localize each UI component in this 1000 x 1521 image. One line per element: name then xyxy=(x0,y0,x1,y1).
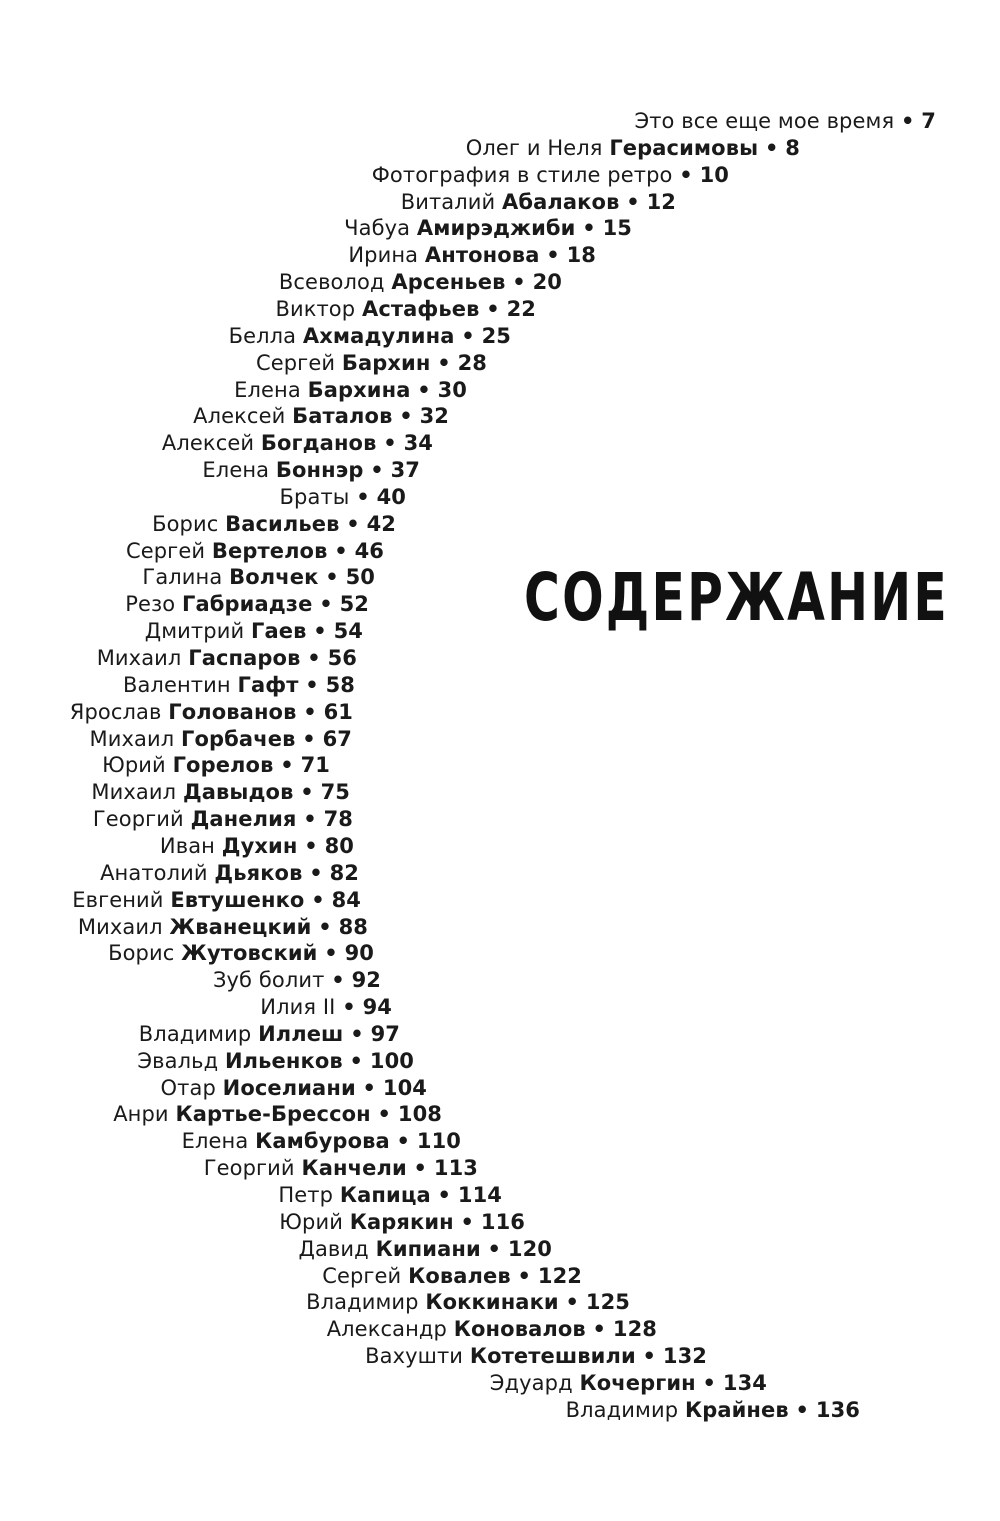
toc-entry[interactable] xyxy=(322,1263,582,1290)
toc-entry-first-name: Юрий xyxy=(102,753,166,778)
toc-entry[interactable] xyxy=(125,591,369,618)
toc-entry[interactable] xyxy=(113,1101,442,1128)
toc-entry-surname: Горбачев xyxy=(181,726,296,751)
toc-entry-surname: Абалаков xyxy=(502,189,620,214)
toc-entry-page-number: 46 xyxy=(354,538,384,563)
toc-entry[interactable] xyxy=(72,887,361,914)
toc-entry-first-name: Юрий xyxy=(279,1209,343,1234)
toc-entry[interactable] xyxy=(193,403,449,430)
toc-entry-surname: Волчек xyxy=(229,565,319,590)
bullet-separator: • xyxy=(795,1397,810,1422)
bullet-separator: • xyxy=(324,941,338,966)
toc-entry-page-number: 71 xyxy=(300,753,330,778)
toc-entry-first-name: Елена xyxy=(181,1129,249,1154)
toc-entry[interactable] xyxy=(234,377,467,404)
toc-entry-page-number: 7 xyxy=(921,109,936,133)
toc-entry-page-number: 34 xyxy=(403,431,433,456)
toc-entry-page-number: 88 xyxy=(338,914,368,939)
bullet-separator: • xyxy=(383,431,397,456)
toc-entry-page-number: 108 xyxy=(397,1102,442,1127)
bullet-separator: • xyxy=(565,1290,580,1315)
toc-entry-page-number: 136 xyxy=(815,1397,860,1422)
bullet-separator: • xyxy=(362,1075,377,1100)
toc-entry-surname: Капица xyxy=(339,1183,431,1207)
toc-entry-first-name: Борис xyxy=(108,941,175,966)
toc-entry-surname: Коккинаки xyxy=(425,1290,559,1315)
toc-entry-surname: Горелов xyxy=(172,753,274,778)
toc-entry-surname: Коновалов xyxy=(453,1317,586,1342)
toc-entry[interactable] xyxy=(162,430,433,457)
bullet-separator: • xyxy=(377,1102,392,1127)
bullet-separator: • xyxy=(396,1129,411,1154)
toc-entry[interactable] xyxy=(182,1128,461,1155)
toc-entry-surname: Гаев xyxy=(250,619,307,644)
toc-entry[interactable] xyxy=(160,833,354,860)
bullet-separator: • xyxy=(512,270,526,295)
toc-entry[interactable] xyxy=(279,269,562,296)
bullet-separator: • xyxy=(592,1317,607,1342)
toc-entry-surname: Карякин xyxy=(349,1209,454,1234)
bullet-separator: • xyxy=(319,592,333,617)
toc-entry-page-number: 113 xyxy=(433,1156,478,1181)
bullet-separator: • xyxy=(325,565,339,590)
toc-entry-first-name: Елена xyxy=(202,458,270,483)
toc-entry-surname: Герасимовы xyxy=(609,135,759,160)
toc-entry-surname: Крайнев xyxy=(684,1397,789,1422)
toc-entry-first-name: Отар xyxy=(160,1075,216,1100)
bullet-separator: • xyxy=(356,484,370,509)
toc-entry-surname: Гаспаров xyxy=(188,646,301,670)
toc-entry-surname: Котетешвили xyxy=(469,1344,636,1369)
bullet-separator: • xyxy=(302,726,316,751)
toc-entry-page-number: 125 xyxy=(585,1290,630,1315)
toc-entry[interactable] xyxy=(213,967,381,994)
bullet-separator: • xyxy=(900,109,915,133)
toc-entry-first-name: Сергей xyxy=(255,350,336,375)
toc-entry[interactable] xyxy=(372,162,729,189)
bullet-separator: • xyxy=(764,135,779,160)
bullet-separator: • xyxy=(370,458,384,483)
toc-entry-surname: Васильев xyxy=(225,511,340,536)
toc-entry-page-number: 116 xyxy=(480,1209,525,1234)
toc-entry-first-name: Сергей xyxy=(125,538,206,563)
bullet-separator: • xyxy=(334,538,348,563)
toc-entry-page-number: 82 xyxy=(329,860,359,885)
bullet-separator: • xyxy=(304,833,318,858)
bullet-separator: • xyxy=(399,404,413,429)
toc-entry-surname: Ковалев xyxy=(408,1263,511,1288)
toc-entry-page-number: 128 xyxy=(612,1317,657,1342)
toc-entry[interactable] xyxy=(327,1316,657,1343)
toc-entry[interactable] xyxy=(152,511,396,538)
toc-entry[interactable] xyxy=(126,538,384,565)
toc-entry[interactable] xyxy=(344,215,632,242)
toc-entry[interactable] xyxy=(139,1021,400,1048)
toc-entry[interactable] xyxy=(279,1209,525,1236)
toc-entry[interactable] xyxy=(102,752,330,779)
toc-entry[interactable] xyxy=(278,1182,502,1209)
bullet-separator: • xyxy=(305,672,319,697)
toc-entry-first-name: Фотография в стиле ретро xyxy=(371,162,673,187)
toc-entry[interactable] xyxy=(298,1236,552,1263)
toc-entry-surname: Кочергин xyxy=(579,1370,696,1395)
toc-entry-page-number: 132 xyxy=(662,1344,707,1369)
bullet-separator: • xyxy=(350,1021,364,1046)
toc-entry[interactable] xyxy=(142,564,375,591)
toc-entry[interactable] xyxy=(90,726,352,753)
toc-entry[interactable] xyxy=(100,860,359,887)
toc-entry-page-number: 80 xyxy=(324,833,354,858)
toc-entry-page-number: 61 xyxy=(323,699,353,724)
bullet-separator: • xyxy=(280,753,294,778)
toc-entry-first-name: Анри xyxy=(113,1102,169,1127)
toc-entry-surname: Иллеш xyxy=(258,1021,344,1046)
toc-entry-page-number: 10 xyxy=(699,162,729,187)
toc-entry[interactable] xyxy=(204,1155,478,1182)
toc-entry-surname: Жванецкий xyxy=(169,914,312,939)
bullet-separator: • xyxy=(417,377,431,402)
toc-entry-first-name: Эвальд xyxy=(137,1048,219,1073)
toc-entry-page-number: 18 xyxy=(566,243,596,268)
toc-entry[interactable] xyxy=(78,914,368,941)
toc-entry-first-name: Ярослав xyxy=(69,699,162,724)
toc-entry-first-name: Виталий xyxy=(400,189,496,214)
bullet-separator: • xyxy=(342,995,356,1020)
toc-entry-surname: Давыдов xyxy=(182,780,294,805)
bullet-separator: • xyxy=(303,699,317,724)
toc-entry-surname: Боннэр xyxy=(275,458,364,483)
bullet-separator: • xyxy=(309,860,323,885)
toc-entry[interactable] xyxy=(70,699,353,726)
toc-entry-surname: Камбурова xyxy=(255,1129,390,1154)
toc-entry-surname: Данелия xyxy=(190,807,297,832)
toc-entry-first-name: Александр xyxy=(326,1317,447,1342)
toc-entry-first-name: Резо xyxy=(125,592,176,617)
toc-entry-page-number: 122 xyxy=(537,1263,582,1288)
toc-entry-page-number: 52 xyxy=(339,592,369,617)
bullet-separator: • xyxy=(437,350,451,375)
toc-entry-page-number: 15 xyxy=(602,216,632,241)
toc-entry-surname: Вертелов xyxy=(211,538,328,563)
toc-entry-page-number: 42 xyxy=(366,511,396,536)
toc-entry-surname: Бархин xyxy=(341,350,431,375)
bullet-separator: • xyxy=(311,887,325,912)
toc-entry-surname: Гафт xyxy=(237,672,299,697)
toc-entry[interactable] xyxy=(93,806,353,833)
toc-entry-first-name: Михаил xyxy=(89,726,175,751)
toc-entry-first-name: Белла xyxy=(228,323,297,348)
toc-entry-page-number: 54 xyxy=(333,619,363,644)
toc-entry[interactable] xyxy=(365,1343,707,1370)
toc-entry-surname: Антонова xyxy=(424,243,540,268)
toc-entry[interactable] xyxy=(123,672,355,699)
bullet-separator: • xyxy=(642,1344,657,1369)
toc-entry-page-number: 100 xyxy=(369,1048,414,1073)
toc-entry-surname: Картье-Брессон xyxy=(175,1102,371,1127)
toc-entry-page-number: 114 xyxy=(457,1183,502,1207)
bullet-separator: • xyxy=(307,646,321,670)
toc-entry-surname: Иоселиани xyxy=(222,1075,356,1100)
toc-entry-page-number: 8 xyxy=(785,135,800,160)
toc-entry-surname: Канчели xyxy=(301,1156,407,1181)
bullet-separator: • xyxy=(582,216,596,241)
toc-entry-surname: Амирэджиби xyxy=(416,216,576,241)
toc-entry-surname: Жутовский xyxy=(181,941,318,966)
toc-entry-page-number: 56 xyxy=(327,646,357,670)
toc-entry-first-name: Иван xyxy=(159,833,216,858)
toc-entry-first-name: Дмитрий xyxy=(144,619,245,644)
bullet-separator: • xyxy=(626,189,640,214)
toc-entry-first-name: Ирина xyxy=(348,243,419,268)
toc-entry-page-number: 75 xyxy=(320,780,350,805)
toc-entry-first-name: Алексей xyxy=(161,431,255,456)
toc-entry-first-name: Зуб болит xyxy=(212,968,325,993)
toc-entry[interactable] xyxy=(634,108,936,135)
toc-entry-first-name: Борис xyxy=(152,511,219,536)
toc-entry-first-name: Михаил xyxy=(96,646,182,670)
toc-entry-page-number: 90 xyxy=(344,941,374,966)
toc-entry[interactable] xyxy=(490,1370,767,1397)
toc-entry-first-name: Владимир xyxy=(565,1397,679,1422)
toc-entry-surname: Духин xyxy=(221,833,298,858)
toc-entry[interactable] xyxy=(202,457,420,484)
toc-entry-page-number: 78 xyxy=(323,807,353,832)
bullet-separator: • xyxy=(346,511,360,536)
toc-entry-first-name: Анатолий xyxy=(100,860,208,885)
bullet-separator: • xyxy=(486,296,500,321)
toc-entry-first-name: Эдуард xyxy=(489,1370,573,1395)
toc-entry-page-number: 25 xyxy=(481,323,511,348)
toc-entry-surname: Дьяков xyxy=(214,860,303,885)
toc-entry-surname: Кипиани xyxy=(375,1236,481,1261)
toc-entry-surname: Голованов xyxy=(168,699,297,724)
toc-entry-surname: Ахмадулина xyxy=(302,323,455,348)
toc-entry-first-name: Евгений xyxy=(72,887,164,912)
toc-entry-surname: Евтушенко xyxy=(170,887,305,912)
toc-entry-first-name: Виктор xyxy=(275,296,356,321)
toc-entry-first-name: Михаил xyxy=(77,914,163,939)
toc-entry-page-number: 134 xyxy=(722,1370,767,1395)
toc-entry-first-name: Сергей xyxy=(322,1263,402,1288)
toc-entry-first-name: Браты xyxy=(279,484,350,509)
bullet-separator: • xyxy=(702,1370,717,1395)
toc-entry-page-number: 40 xyxy=(376,484,406,509)
bullet-separator: • xyxy=(318,914,332,939)
toc-entry-first-name: Илия II xyxy=(260,995,336,1020)
toc-entry-page-number: 58 xyxy=(325,672,355,697)
toc-entry-page-number: 32 xyxy=(419,404,449,429)
toc-entry[interactable] xyxy=(161,1075,427,1102)
toc-entry-page-number: 12 xyxy=(646,189,676,214)
bullet-separator: • xyxy=(546,243,560,268)
bullet-separator: • xyxy=(349,1048,364,1073)
bullet-separator: • xyxy=(300,780,314,805)
toc-entry-first-name: Владимир xyxy=(138,1021,252,1046)
toc-entry-surname: Бархина xyxy=(307,377,411,402)
toc-entry-first-name: Георгий xyxy=(203,1156,295,1181)
toc-entry-page-number: 22 xyxy=(506,296,536,321)
toc-entry-page-number: 20 xyxy=(532,270,562,295)
bullet-separator: • xyxy=(303,807,317,832)
bullet-separator: • xyxy=(331,968,345,993)
toc-entry-surname: Ильенков xyxy=(225,1048,343,1073)
toc-entry[interactable] xyxy=(229,323,511,350)
toc-entry-first-name: Всеволод xyxy=(278,270,385,295)
bullet-separator: • xyxy=(517,1263,532,1288)
toc-entry-first-name: Владимир xyxy=(306,1290,419,1315)
toc-entry[interactable] xyxy=(145,618,363,645)
toc-entry[interactable] xyxy=(97,645,357,672)
toc-entry-page-number: 67 xyxy=(322,726,352,751)
toc-entry-first-name: Валентин xyxy=(122,672,231,697)
bullet-separator: • xyxy=(313,619,327,644)
toc-entry[interactable] xyxy=(401,189,676,216)
toc-entry-first-name: Чабуа xyxy=(344,216,411,241)
toc-entry-page-number: 94 xyxy=(362,995,392,1020)
toc-entry-surname: Богданов xyxy=(260,431,377,456)
toc-entry-page-number: 97 xyxy=(370,1021,400,1046)
page-title: СОДЕРЖАНИЕ xyxy=(524,559,949,636)
toc-entry[interactable] xyxy=(275,296,536,323)
toc-entry[interactable] xyxy=(306,1289,630,1316)
toc-entry-surname: Астафьев xyxy=(361,296,480,321)
toc-entry[interactable] xyxy=(256,350,487,377)
bullet-separator: • xyxy=(460,1209,475,1234)
toc-entry-page-number: 104 xyxy=(382,1075,427,1100)
toc-entry-page-number: 110 xyxy=(416,1129,461,1154)
toc-entry-first-name: Давид xyxy=(298,1236,369,1261)
toc-entry-first-name: Алексей xyxy=(193,404,286,429)
toc-entry[interactable] xyxy=(348,242,596,269)
bullet-separator: • xyxy=(461,323,475,348)
bullet-separator: • xyxy=(679,162,693,187)
toc-entry-surname: Арсеньев xyxy=(391,270,506,295)
bullet-separator: • xyxy=(413,1156,428,1181)
toc-entry-page-number: 30 xyxy=(437,377,467,402)
toc-entry-page-number: 120 xyxy=(507,1236,552,1261)
toc-entry-first-name: Петр xyxy=(278,1183,334,1207)
toc-entry-first-name: Это все еще мое время xyxy=(634,109,895,133)
toc-entry-page-number: 92 xyxy=(351,968,381,993)
toc-entry[interactable] xyxy=(566,1397,860,1424)
toc-entry-first-name: Олег и Неля xyxy=(465,135,603,160)
toc-entry-surname: Баталов xyxy=(292,404,393,429)
toc-entry-first-name: Вахушти xyxy=(365,1344,464,1369)
toc-entry[interactable] xyxy=(137,1048,414,1075)
toc-entry[interactable] xyxy=(466,135,800,162)
toc-entry-page-number: 28 xyxy=(457,350,487,375)
toc-entry-first-name: Георгий xyxy=(92,807,184,832)
toc-entry[interactable] xyxy=(280,484,406,511)
bullet-separator: • xyxy=(437,1183,452,1207)
toc-entry[interactable] xyxy=(91,779,350,806)
toc-entry[interactable] xyxy=(260,994,392,1021)
toc-entry-surname: Габриадзе xyxy=(182,592,313,617)
bullet-separator: • xyxy=(487,1236,502,1261)
toc-entry-first-name: Галина xyxy=(142,565,223,590)
toc-entry-first-name: Елена xyxy=(234,377,301,402)
toc-entry[interactable] xyxy=(108,940,374,967)
toc-entry-page-number: 50 xyxy=(345,565,375,590)
toc-entry-page-number: 37 xyxy=(390,458,420,483)
toc-entry-first-name: Михаил xyxy=(91,780,177,805)
toc-entry-page-number: 84 xyxy=(331,887,361,912)
